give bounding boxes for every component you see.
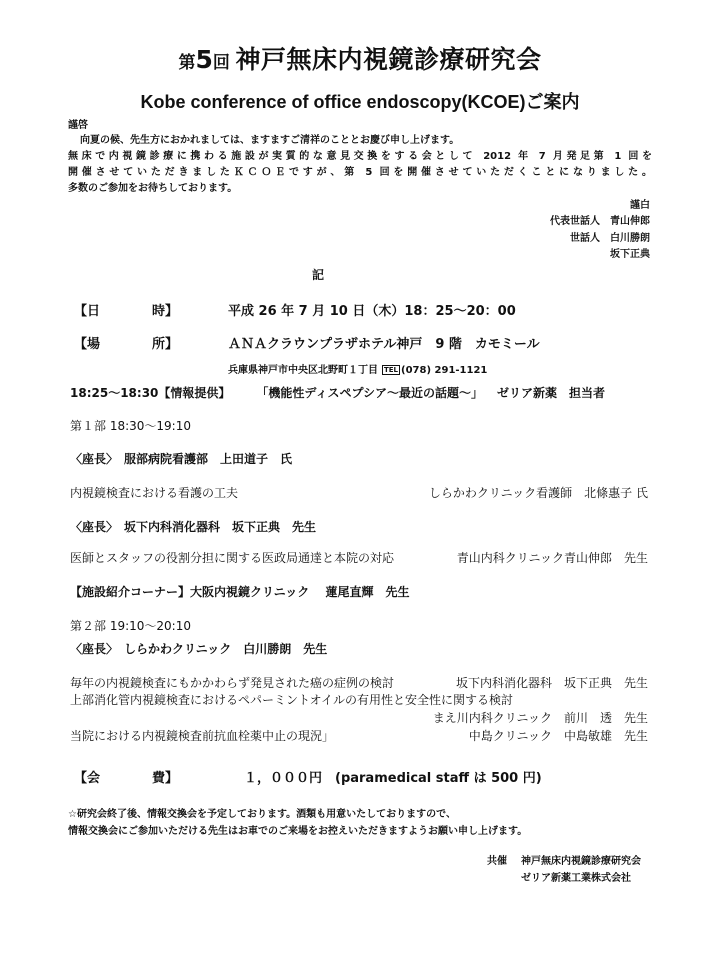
title-number: 5 bbox=[195, 45, 213, 74]
part1-chair-2: 〈座長〉 坂下内科消化器科 坂下正典 先生 bbox=[70, 520, 317, 534]
address-text: 兵庫県神戸市中央区北野町１丁目 bbox=[228, 365, 378, 376]
part1-talk2-title: 医師とスタッフの役割分担に関する医政局通達と本院の対応 bbox=[70, 551, 395, 565]
greeting-line-3: 開催させていただきましたＫＣＯＥですが、第 5 回を開催させていただくことになりました。 bbox=[68, 167, 652, 178]
page-title bbox=[0, 40, 720, 76]
fee-value: １，０００円 (paramedical staff は 500 円) bbox=[244, 771, 542, 786]
part2-talk2-title: 上部消化管内視鏡検査におけるペパーミントオイルの有用性と安全性に関する検討 bbox=[70, 693, 514, 707]
sponsor-org-1: 神戸無床内視鏡診療研究会 bbox=[521, 856, 641, 867]
info-presenter: ゼリア新薬 担当者 bbox=[496, 386, 605, 400]
part1-talk2-speaker: 青山内科クリニック青山伸郎 先生 bbox=[456, 551, 648, 565]
part2-talk1-speaker: 坂下内科消化器科 坂下正典 先生 bbox=[455, 676, 648, 690]
part1-talk1-speaker: しらかわクリニック看護師 北條惠子 氏 bbox=[428, 486, 648, 500]
fee-label: 【会 費】 bbox=[74, 771, 179, 786]
part1-chair-1: 〈座長〉 服部病院看護部 上田道子 氏 bbox=[70, 452, 293, 466]
part2-talk3-title: 当院における内視鏡検査前抗血栓薬中止の現況」 bbox=[70, 729, 335, 743]
title-suffix: 回 bbox=[212, 53, 230, 73]
greeting-closing: 謹白 bbox=[630, 200, 650, 211]
title-prefix: 第 bbox=[178, 53, 196, 73]
part2-header: 第２部 19:10〜20:10 bbox=[70, 619, 191, 633]
representative-line: 代表世話人 青山伸郎 bbox=[550, 216, 650, 227]
part2-talk2-speaker: まえ川内科クリニック 前川 透 先生 bbox=[432, 711, 648, 725]
organizer-line: 世話人 白川勝朗 bbox=[570, 233, 650, 244]
greeting-line-2: 無床で内視鏡診療に携わる施設が実質的な意見交換をする会として 2012 年 7 月発足第 1 回を bbox=[68, 151, 652, 162]
page-subtitle: Kobe conference of office endoscopy(KCOE)ご案内 bbox=[140, 92, 580, 112]
organizer-line-2: 坂下正典 bbox=[610, 249, 650, 260]
info-session bbox=[70, 384, 605, 401]
venue-value: ＡＮＡクラウンプラザホテル神戸 9 階 カモミール bbox=[228, 337, 540, 352]
phone-number: (078) 291-1121 bbox=[401, 365, 488, 376]
facility-corner: 【施設紹介コーナー】大阪内視鏡クリニック 蓮尾直輝 先生 bbox=[70, 585, 410, 599]
part2-chair: 〈座長〉 しらかわクリニック 白川勝朗 先生 bbox=[70, 642, 328, 656]
phone-icon: TEL bbox=[384, 366, 399, 374]
venue-label: 【場 所】 bbox=[74, 337, 179, 352]
sponsor-label: 共催 bbox=[487, 856, 507, 867]
sponsor-org-2: ゼリア新薬工業株式会社 bbox=[521, 873, 631, 884]
ki-heading: 記 bbox=[312, 268, 325, 282]
venue-address bbox=[228, 361, 487, 376]
greeting-line-4: 多数のご参加をお待ちしております。 bbox=[68, 183, 238, 194]
part1-talk1-title: 内視鏡検査における看護の工夫 bbox=[70, 486, 239, 500]
note-line-2: 情報交換会にご参加いただける先生はお車でのご来場をお控えいただきますようお願い申し上げます。 bbox=[68, 826, 528, 837]
datetime-label: 【日 時】 bbox=[74, 304, 179, 319]
datetime-value: 平成 26 年 7 月 10 日（木）18：25〜20：00 bbox=[228, 304, 516, 319]
info-time: 18:25〜18:30 bbox=[70, 386, 159, 400]
part2-talk1-title: 毎年の内視鏡検査にもかかわらず発見された癌の症例の検討 bbox=[70, 676, 395, 690]
title-main: 神戸無床内視鏡診療研究会 bbox=[235, 45, 542, 74]
greeting-line-1: 向夏の候、先生方におかれましては、ますますご清祥のこととお慶び申し上げます。 bbox=[80, 135, 460, 146]
info-label: 【情報提供】 bbox=[158, 386, 231, 400]
part1-header: 第１部 18:30〜19:10 bbox=[70, 419, 191, 433]
note-line-1: ☆研究会終了後、情報交換会を予定しております。酒類も用意いたしておりますので、 bbox=[68, 809, 456, 820]
info-title: 「機能性ディスペプシア〜最近の話題〜」 bbox=[256, 386, 483, 400]
part2-talk3-speaker: 中島クリニック 中島敏雄 先生 bbox=[468, 729, 648, 743]
greeting-opening: 謹啓 bbox=[68, 120, 88, 131]
